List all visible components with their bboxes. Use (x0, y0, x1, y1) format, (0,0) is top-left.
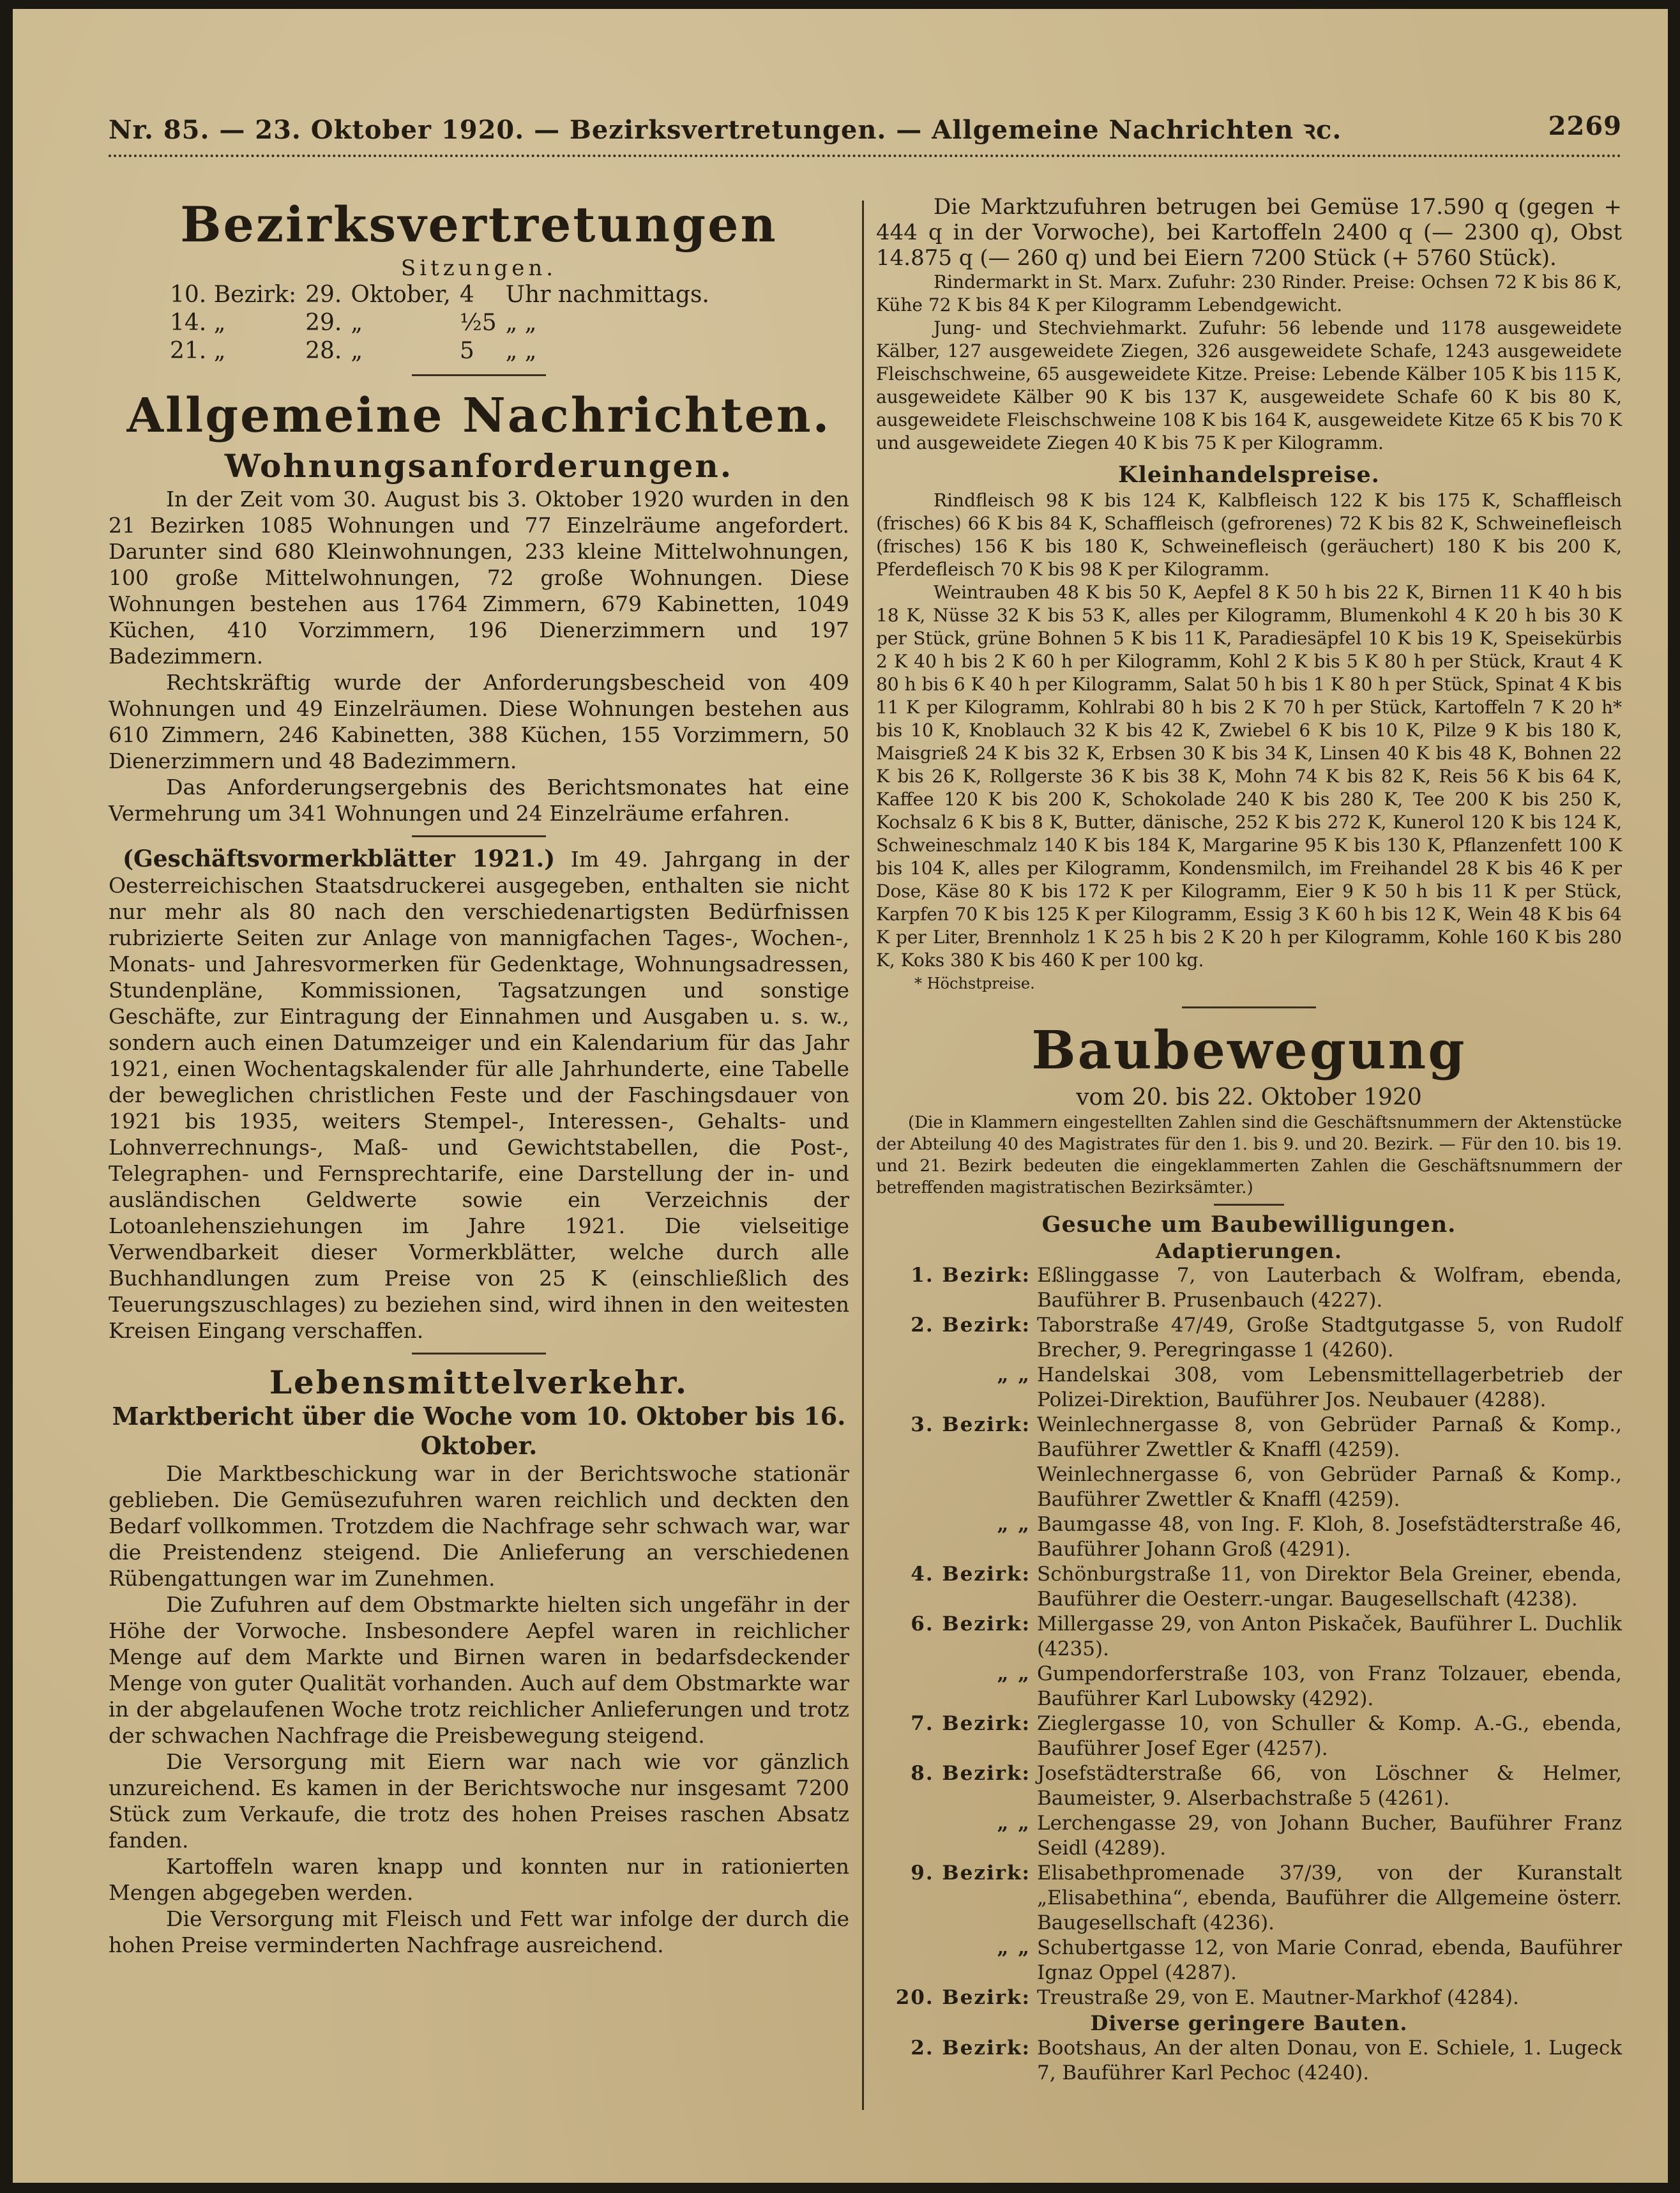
sitz-day: 29. (305, 310, 342, 336)
diverse-title: Diverse geringere Bauten. (1090, 2011, 1408, 2035)
header-line: Nr. 85. — 23. Oktober 1920. — Bezirksvertretungen. — Allgemeine Nachrichten ꝛc. (109, 115, 1342, 145)
sitz-month: „ (351, 310, 363, 336)
entry-district: „ „ (997, 1936, 1031, 1959)
sitz-bezirk: 10. Bezirk: (170, 282, 297, 308)
table-row (170, 309, 718, 337)
markt-paragraph-1: Die Marktbeschickung war in der Berichtswoche stationär geblieben. Die Gemüsezufuhren waren reichlich und deckten den Bedarf vollkommen. Trotzdem die Nachfrage sehr schwach war, war die Preistendenz steigend. Die Anlieferung an verschiedenen Rübengattungen war im Zunehmen. (109, 1461, 849, 1591)
entry-text: Elisabethpromenade 37/39, von der Kuranstalt „Elisabethina“, ebenda, Bauführer die Allgemeine österr. Baugesellschaft (4236). (1037, 1862, 1622, 1934)
entry-district: 4. Bezirk: (911, 1563, 1031, 1586)
entry-text: Bootshaus, An der alten Donau, von E. Schiele, 1. Lugeck 7, Bauführer Karl Pechoc (4240). (1037, 2037, 1622, 2084)
geschaeft-paragraph (109, 846, 849, 1344)
entry-district: 2. Bezirk: (911, 1314, 1031, 1337)
sitz-rest: „ „ (505, 338, 537, 364)
list-item (876, 1413, 1622, 1462)
entry-district: „ „ (997, 1363, 1031, 1386)
list-item (876, 1936, 1622, 1985)
sitz-month: Oktober, (351, 282, 451, 308)
section-rule (1182, 1006, 1316, 1008)
list-item (876, 1363, 1622, 1413)
entry-text: Millergasse 29, von Anton Piskaček, Bauführer L. Duchlik (4235). (1037, 1612, 1622, 1660)
bezirksvertretungen-title: Bezirksvertretungen (180, 196, 778, 253)
sitz-day: 28. (305, 338, 342, 364)
newspaper-page (13, 9, 1668, 2183)
entry-text: Weinlechnergasse 6, von Gebrüder Parnaß & Komp., Bauführer Zwettler & Knaffl (4259). (1037, 1463, 1622, 1511)
markt-paragraph-5: Die Versorgung mit Fleisch und Fett war infolge der durch die hohen Preise verminderten Nachfrage ausreichend. (109, 1906, 849, 1957)
entry-district: 9. Bezirk: (911, 1862, 1031, 1885)
baubewegung-note: (Die in Klammern eingestellten Zahlen sind die Geschäftsnummern der Aktenstücke der Abteilung 40 des Magistrates für den 1. bis 9. und 20. Bezirk. — Für den 10. bis 19. und 21. Bezirk bedeuten die eingeklammerten Zahlen die Geschäftsnummern der betreffenden magistratischen Bezirksämter.) (876, 1113, 1622, 1197)
footnote: * Höchstpreise. (914, 975, 1035, 992)
list-item (876, 1512, 1622, 1562)
list-item (876, 1562, 1622, 1612)
page-header (109, 105, 1622, 149)
lebensmittel-title: Lebensmittelverkehr. (269, 1363, 689, 1401)
allgemeine-title: Allgemeine Nachrichten. (126, 388, 831, 443)
entry-text: Josefstädterstraße 66, von Löschner & Helmer, Baumeister, 9. Alserbachstraße 5 (4261). (1037, 1762, 1622, 1810)
sitz-bezirk: 21. „ (170, 338, 226, 364)
markt-paragraph-3: Die Versorgung mit Eiern war nach wie vor gänzlich unzureichend. Es kamen in der Berichtswoche nur insgesamt 7200 Stück zum Verkaufe, die trotz des hohen Preises raschen Absatz fanden. (109, 1749, 849, 1853)
entry-text: Eßlinggasse 7, von Lauterbach & Wolfram, ebenda, Bauführer B. Prusenbauch (4227). (1037, 1264, 1622, 1312)
left-column (109, 194, 849, 1958)
entry-district: 3. Bezirk: (911, 1413, 1031, 1436)
column-divider (862, 201, 864, 2110)
entry-district: 7. Bezirk: (911, 1712, 1031, 1735)
kleinhandel-paragraph-1: Rindfleisch 98 K bis 124 K, Kalbfleisch 122 K bis 175 K, Schaffleisch (frisches) 66 K bis 84 K, Schaffleisch (gefrorenes) 72 K bis 82 K, Schweinefleisch (frisches) 156 K bis 180 K, Schweinefleisch (geräuchert) 180 K bis 200 K, Pferdefleisch 70 K bis 98 K per Kilogramm. (876, 490, 1622, 580)
entry-district: „ „ (997, 1662, 1031, 1685)
list-item (876, 1761, 1622, 1811)
table-row (170, 337, 718, 365)
list-item (876, 1263, 1622, 1313)
sitz-hour: 4 (459, 282, 474, 308)
entry-text: Handelskai 308, vom Lebensmittellagerbetrieb der Polizei-Direktion, Bauführer Jos. Neubauer (4288). (1037, 1363, 1622, 1411)
markt-paragraph-6: Die Marktzufuhren betrugen bei Gemüse 17.590 q (gegen + 444 q in der Vorwoche), bei Kartoffeln 2400 q (— 2300 q), Obst 14.875 q (— 260 q) und bei Eiern 7200 Stück (+ 5760 Stück). (876, 194, 1622, 271)
list-item (876, 1985, 1622, 2010)
entry-district (876, 1462, 1037, 1512)
entry-text: Lerchengasse 29, von Johann Bucher, Bauführer Franz Seidl (4289). (1037, 1812, 1622, 1860)
marktbericht-title: Marktbericht über die Woche vom 10. Oktober bis 16. Oktober. (112, 1402, 846, 1460)
entry-text: Gumpendorferstraße 103, von Franz Tolzauer, ebenda, Bauführer Karl Lubowsky (4292). (1037, 1662, 1622, 1710)
list-item (876, 1612, 1622, 1662)
geschaeft-title: (Geschäftsvormerkblätter 1921.) (123, 846, 556, 872)
entry-district: 2. Bezirk: (911, 2037, 1031, 2060)
list-item (876, 1662, 1622, 1711)
sitz-hour: ½5 (459, 310, 497, 336)
sitz-day: 29. (305, 282, 342, 308)
list-item (876, 1861, 1622, 1936)
entry-district: 20. Bezirk: (895, 1986, 1031, 2009)
wohnung-paragraph-2: Rechtskräftig wurde der Anforderungsbescheid von 409 Wohnungen und 49 Einzelräumen. Diese Wohnungen bestehen aus 610 Zimmern, 246 Kabinetten, 388 Küchen, 155 Vorzimmern, 50 Dienerzimmern und 48 Badezimmern. (109, 670, 849, 773)
section-rule (1214, 1204, 1284, 1206)
entry-district: „ „ (997, 1513, 1031, 1536)
entry-text: Zieglergasse 10, von Schuller & Komp. A.-G., ebenda, Bauführer Josef Eger (4257). (1037, 1712, 1622, 1760)
entry-district: 8. Bezirk: (911, 1762, 1031, 1785)
entry-district: 1. Bezirk: (911, 1264, 1031, 1287)
entry-district: „ „ (997, 1812, 1031, 1835)
sitz-rest: Uhr nachmittags. (505, 282, 709, 308)
stechvieh-paragraph: Jung- und Stechviehmarkt. Zufuhr: 56 lebende und 1178 ausgeweidete Kälber, 127 ausgeweidete Ziegen, 326 ausgeweidete Schafe, 1243 ausgeweidete Fleischschweine, 65 ausgeweidete Kitze. Preise: Lebende Kälber 105 K bis 115 K, ausgeweidete Kälber 90 K bis 137 K, ausgeweidete Schafe 60 K bis 80 K, ausgeweidete Fleischschweine 108 K bis 164 K, ausgeweidete Kitze 65 K bis 70 K und ausgeweidete Ziegen 40 K bis 75 K per Kilogramm. (876, 317, 1622, 453)
list-item (876, 1313, 1622, 1363)
wohnung-paragraph-1: In der Zeit vom 30. August bis 3. Oktober 1920 wurden in den 21 Bezirken 1085 Wohnungen und 77 Einzelräume angefordert. Darunter sind 680 Kleinwohnungen, 233 kleine Mittelwohnungen, 100 große Mittelwohnungen, 72 große Wohnungen. Diese Wohnungen bestehen aus 1764 Zimmern, 679 Kabinetten, 1049 Küchen, 410 Vorzimmern, 196 Dienerzimmern und 197 Badezimmern. (109, 487, 849, 669)
list-item (876, 2036, 1622, 2086)
gesuche-title: Gesuche um Baubewilligungen. (1041, 1211, 1457, 1238)
table-row (170, 281, 718, 309)
markt-paragraph-4: Kartoffeln waren knapp und konnten nur in rationierten Mengen abgegeben werden. (109, 1854, 849, 1905)
sitzungen-subtitle: Sitzungen. (400, 255, 557, 281)
sitz-rest: „ „ (505, 310, 537, 336)
baubewegung-title: Baubewegung (1031, 1020, 1467, 1081)
list-item (876, 1462, 1622, 1512)
section-rule (412, 374, 546, 376)
adaptierungen-title: Adaptierungen. (1155, 1239, 1343, 1263)
markt-paragraph-2: Die Zufuhren auf dem Obstmarkte hielten sich ungefähr in der Höhe der Vorwoche. Insbesondere Aepfel waren in reichlicher Menge auf dem Markte und Birnen waren in bedarfsdeckender Menge von guter Qualität vorhanden. Auch auf dem Obstmarkte war in der abgelaufenen Woche trotz reichlicher Anlieferungen und trotz der schwachen Nachfrage die Preisbewegung steigend. (109, 1592, 849, 1748)
sitz-hour: 5 (459, 338, 474, 364)
entry-text: Schönburgstraße 11, von Direktor Bela Greiner, ebenda, Bauführer die Oesterr.-ungar. Baugesellschaft (4238). (1037, 1563, 1622, 1611)
header-rule (109, 155, 1622, 157)
rindermarkt-paragraph: Rindermarkt in St. Marx. Zufuhr: 230 Rinder. Preise: Ochsen 72 K bis 86 K, Kühe 72 K bis 84 K per Kilogramm Lebendgewicht. (876, 271, 1622, 315)
entry-text: Baumgasse 48, von Ing. F. Kloh, 8. Josefstädterstraße 46, Bauführer Johann Groß (4291). (1037, 1513, 1622, 1561)
list-item (876, 1711, 1622, 1761)
right-column (876, 194, 1622, 2086)
entry-text: Treustraße 29, von E. Mautner-Markhof (4284). (1037, 1986, 1519, 2009)
sitz-bezirk: 14. „ (170, 310, 226, 336)
geschaeft-text: Im 49. Jahrgang in der Oesterreichischen Staatsdruckerei ausgegeben, enthalten sie nicht nur mehr als 80 nach den verschiedenartigsten Bedürfnissen rubrizierte Seiten zur Anlage von mannigfachen Tages-, Wochen-, Monats- und Jahresvormerken für Gedenktage, Wohnungsadressen, Stundenpläne, Kommissionen, Tagsatzungen und sonstige Geschäfte, zur Eintragung der Einnahmen und Ausgaben u. s. w., sondern auch einen Datumzeiger und ein Kalendarium für das Jahr 1921, einen Wochentagskalender für alle Jahrhunderte, eine Tabelle der beweglichen christlichen Feste und der Faschingsdauer von 1921 bis 1935, weiters Stempel-, Interessen-, Gehalts- und Lohnverrechnungs-, Maß- und Gewichtstabellen, die Post-, Telegraphen- und Fernsprechtarife, eine Darstellung der in- und ausländischen Geldwerte sowie ein Verzeichnis der Lotoanlehensziehungen im Jahre 1921. Die vielseitige Verwendbarkeit dieser Vormerkblätter, welche durch alle Buchhandlungen zum Preise von 25 K (einschließlich des Teuerungszuschlages) zu beziehen sind, wird ihnen in den weitesten Kreisen Eingang verschaffen. (109, 847, 849, 1343)
sitzungen-table (170, 281, 718, 365)
section-rule (412, 1353, 546, 1354)
wohnung-title: Wohnungsanforderungen. (224, 447, 734, 485)
sitz-month: „ (351, 338, 363, 364)
baubewegung-dates: vom 20. bis 22. Oktober 1920 (1076, 1084, 1422, 1111)
list-item (876, 1811, 1622, 1861)
entry-text: Weinlechnergasse 8, von Gebrüder Parnaß & Komp., Bauführer Zwettler & Knaffl (4259). (1037, 1413, 1622, 1461)
entry-text: Taborstraße 47/49, Große Stadtgutgasse 5, von Rudolf Brecher, 9. Peregringasse 1 (4260). (1037, 1314, 1622, 1362)
entry-text: Schubertgasse 12, von Marie Conrad, ebenda, Bauführer Ignaz Oppel (4287). (1037, 1936, 1622, 1984)
page-number: 2269 (1548, 111, 1622, 141)
section-rule (412, 835, 546, 837)
kleinhandel-paragraph-2: Weintrauben 48 K bis 50 K, Aepfel 8 K 50 h bis 22 K, Birnen 11 K 40 h bis 18 K, Nüsse 32 K bis 53 K, alles per Kilogramm, Blumenkohl 4 K 20 h bis 30 K per Stück, grüne Bohnen 5 K bis 11 K, Paradiesäpfel 10 K bis 19 K, Speisekürbis 2 K 40 h bis 2 K 60 h per Kilogramm, Kohl 2 K bis 5 K 80 h per Stück, Kraut 4 K 80 h bis 6 K 40 h per Kilogramm, Salat 50 h bis 1 K 80 h per Stück, Spinat 4 K bis 11 K per Kilogramm, Kohlrabi 80 h bis 2 K 70 h per Stück, Kartoffeln 7 K 20 h* bis 10 K, Knoblauch 32 K bis 42 K, Zwiebel 6 K bis 10 K, Pilze 9 K bis 180 K, Maisgrieß 24 K bis 32 K, Erbsen 30 K bis 34 K, Linsen 40 K bis 48 K, Bohnen 22 K bis 26 K, Rollgerste 36 K bis 38 K, Mohn 74 K bis 82 K, Reis 56 K bis 64 K, Kaffee 120 K bis 200 K, Schokolade 240 K bis 280 K, Tee 200 K bis 250 K, Kochsalz 6 K bis 8 K, Butter, dänische, 252 K bis 272 K, Kunerol 120 K bis 124 K, Schweineschmalz 140 K bis 184 K, Margarine 95 K bis 130 K, Pflanzenfett 100 K bis 104 K, alles per Kilogramm, Kondensmilch, im Freihandel 28 K bis 46 K per Dose, Käse 80 K bis 172 K per Kilogramm, Eier 9 K 50 h bis 11 K per Stück, Karpfen 70 K bis 125 K per Kilogramm, Essig 3 K 60 h bis 12 K, Wein 48 K bis 64 K per Liter, Brennholz 1 K 25 h bis 2 K 20 h per Kilogramm, Kohle 160 K bis 280 K, Koks 380 K bis 460 K per 100 kg. (876, 582, 1622, 971)
wohnung-paragraph-3: Das Anforderungsergebnis des Berichtsmonates hat eine Vermehrung um 341 Wohnungen und 24 Einzelräume erfahren. (109, 775, 849, 826)
kleinhandel-title: Kleinhandelspreise. (1118, 462, 1380, 488)
entry-district: 6. Bezirk: (911, 1612, 1031, 1635)
